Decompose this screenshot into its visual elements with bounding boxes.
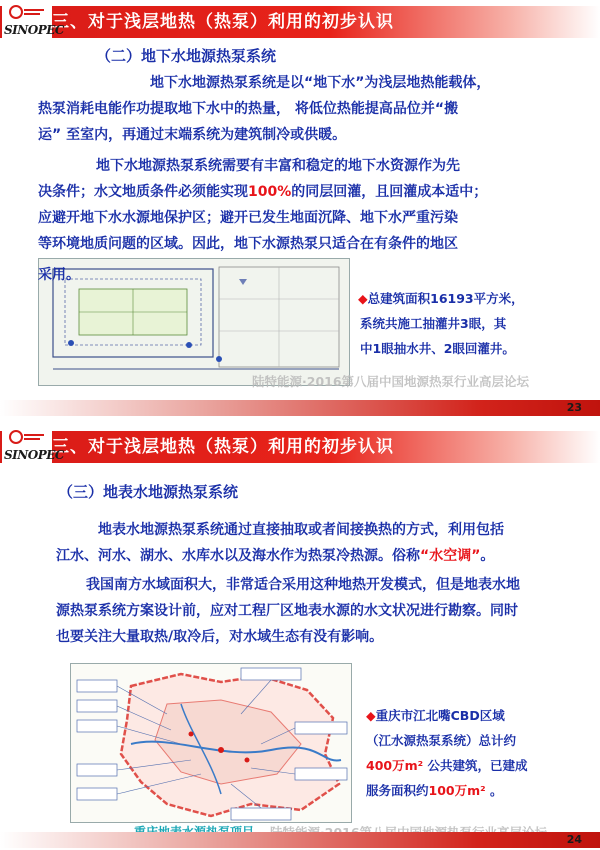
page-number: 24 bbox=[566, 833, 582, 846]
paragraph-line: 地下水地源热泵系统是以“地下水”为浅层地热能载体， bbox=[150, 75, 491, 91]
map-drawing bbox=[71, 664, 352, 823]
info-line bbox=[366, 703, 527, 728]
title-bar bbox=[0, 431, 600, 463]
diamond-bullet-icon: ◆ bbox=[366, 708, 376, 723]
info-text: 。 bbox=[485, 783, 503, 798]
paragraph-line: 应避开地下水水源地保护区；避开已发生地面沉降、地下水严重污染 bbox=[38, 210, 458, 226]
info-line: 中1眼抽水井、2眼回灌井。 bbox=[360, 341, 515, 356]
highlight-percent: 100% bbox=[248, 184, 292, 200]
highlight-term: “水空调” bbox=[420, 548, 481, 564]
paragraph-line: 源热泵系统方案设计前，应对工程厂区地表水源的水文状况进行勘察。同时 bbox=[56, 603, 518, 619]
info-line bbox=[366, 753, 527, 778]
watermark-text: 陆特能源·2016第八届中国地源热泵行业高层论坛 bbox=[252, 374, 530, 389]
info-text: 服务面积约 bbox=[366, 783, 429, 798]
chongqing-map-image bbox=[70, 663, 352, 823]
sinopec-logo-icon bbox=[2, 3, 64, 47]
slide-title: 三、对于浅层地热（热泵）利用的初步认识 bbox=[52, 12, 394, 32]
logo-text: SINOPEC bbox=[4, 23, 64, 37]
project-info bbox=[366, 703, 527, 803]
page-number-bar bbox=[0, 400, 600, 416]
paragraph-line: 采用。 bbox=[38, 267, 80, 283]
section-subtitle: （二）地下水地源热泵系统 bbox=[96, 47, 277, 65]
paragraph-line: 热泵消耗电能作功提取地下水中的热量， 将低位热能提高品位并“搬 bbox=[38, 101, 459, 117]
slide-title: 三、对于浅层地热（热泵）利用的初步认识 bbox=[52, 437, 394, 457]
info-line: （江水源热泵系统）总计约 bbox=[366, 733, 517, 748]
paragraph-line: 等环境地质问题的区域。因此，地下水源热泵只适合在有条件的地区 bbox=[38, 236, 458, 252]
section-subtitle: （三）地表水地源热泵系统 bbox=[58, 483, 239, 501]
diamond-bullet-icon: ◆ bbox=[358, 291, 368, 306]
title-bar bbox=[0, 6, 600, 38]
text-span: 的同层回灌，且回灌成本适中； bbox=[291, 184, 488, 200]
info-text: 公共建筑，已建成 bbox=[423, 758, 528, 773]
logo-text: SINOPEC bbox=[4, 448, 64, 462]
page-number: 23 bbox=[566, 401, 582, 414]
info-line bbox=[366, 778, 527, 803]
paragraph-line: 我国南方水域面积大，非常适合采用这种地热开发模式，但是地表水地 bbox=[86, 577, 520, 593]
site-plan-image bbox=[38, 258, 350, 386]
paragraph-line bbox=[56, 543, 494, 569]
paragraph-line: 也要关注大量取热/取冷后，对水域生态有没有影响。 bbox=[56, 629, 384, 645]
paragraph-line bbox=[38, 179, 487, 205]
sinopec-logo-icon bbox=[2, 428, 64, 472]
text-span: 江水、河水、湖水、水库水以及海水作为热泵冷热源。俗称 bbox=[56, 548, 420, 564]
info-value: 100万m² bbox=[428, 783, 486, 798]
info-text: 总建筑面积16193平方米， bbox=[367, 291, 524, 306]
info-line bbox=[358, 286, 524, 311]
paragraph-line: 地表水地源热泵系统通过直接抽取或者间接换热的方式，利用包括 bbox=[98, 522, 504, 538]
text-span: 决条件；水文地质条件必须能实现 bbox=[38, 184, 248, 200]
info-text: 重庆市江北嘴CBD区域 bbox=[375, 708, 505, 723]
slide-24 bbox=[0, 425, 600, 850]
text-span: 。 bbox=[480, 548, 495, 564]
logo-mark-icon bbox=[8, 429, 46, 445]
site-plan-drawing bbox=[39, 259, 350, 386]
page-number-bar bbox=[0, 832, 600, 848]
info-value: 400万m² bbox=[366, 758, 424, 773]
info-line: 系统共施工抽灌井3眼，其 bbox=[360, 316, 507, 331]
paragraph-line: 运” 至室内，再通过末端系统为建筑制冷或供暖。 bbox=[38, 127, 347, 143]
project-info bbox=[358, 286, 524, 361]
logo-mark-icon bbox=[8, 4, 46, 20]
paragraph-line: 地下水地源热泵系统需要有丰富和稳定的地下水资源作为先 bbox=[96, 158, 460, 174]
